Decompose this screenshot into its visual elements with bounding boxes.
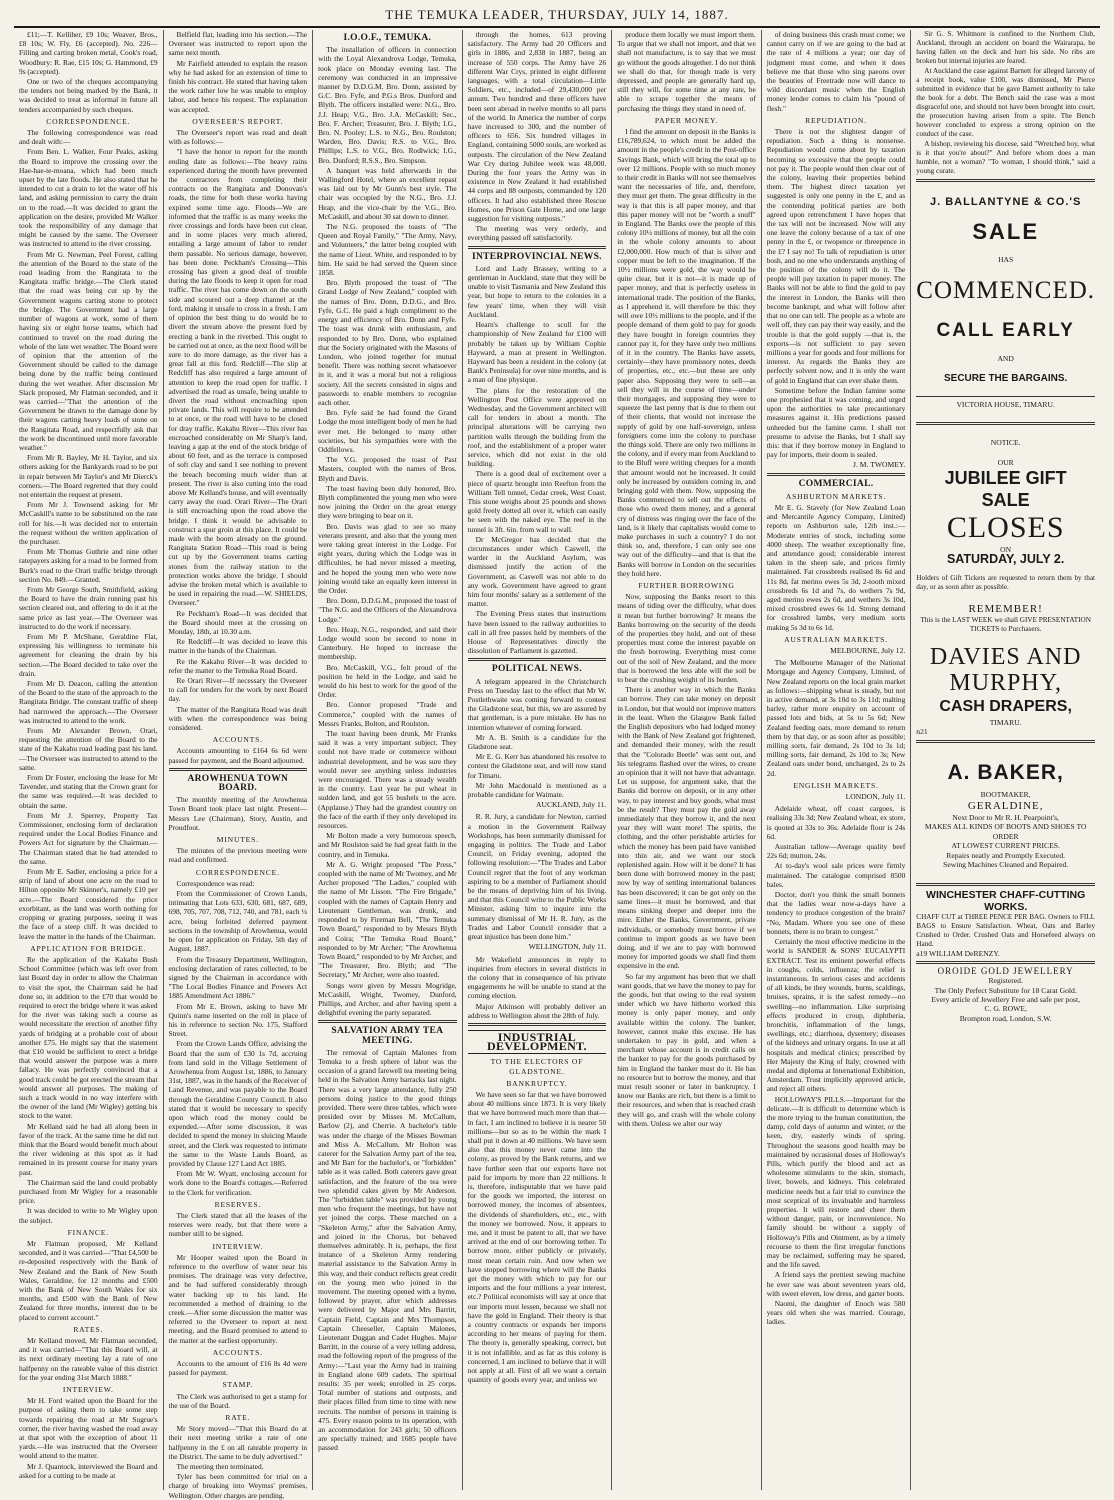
paragraph: From Mr J. Townsend asking for Mr McCaskill's name to be substituted on the rate roll for his.—It was decided not to entertain the request without the written application of the purchaser. <box>19 500 158 546</box>
subheading-electors: TO THE ELECTORS OF GLADSTONE. <box>490 1057 584 1076</box>
paragraph: The installation of officers in connection with the Loyal Alexandrova Lodge, Temuka, took place on Monday evening last. The ceremony was conducted in an impressive manner by D.D.G.M. Bro. Donn, assisted by G.C. Bro. Fyfe, and P.G.s Bros. Dunford and Blyth. The officers installed were: N.G., Bro. J.J. Heap; V.G., Bro. J.A. McCaskill; Sec., Bro. F. Archer; Treasurer, Bro. J. Blyth; I.G., Bro. N. Pooley; L.S. to N.G., Bro. Roulston; Warden, Bro. Davis; R.S. to V.G., Bro. Phillips; L.S. to V.G., Bro. Rodlwick; I.G., Bro. Dunford; R.S.S., Bro. Simpson. <box>318 45 457 165</box>
paragraph: Sir G. S. Whitmore is confined to the Northern Club, Auckland, through an accident on board the Wairarapa, he having fallen on the deck and hurt his side. No ribs are broken but internal injuries are feared. <box>916 30 1096 65</box>
column-1 <box>14 30 164 1490</box>
col3-paras2 <box>318 1048 457 1453</box>
ad-address: VICTORIA HOUSE, TIMARU. <box>956 400 1055 410</box>
heading-arowhenua-town-board: AROWHENUA TOWN BOARD. <box>187 773 289 794</box>
ad-baker-name: A. BAKER, <box>947 760 1064 784</box>
paragraph: Accounts amounting to £164 6s 6d were passed for payment, and the Board adjourned. <box>168 746 308 765</box>
col5-paras3 <box>617 592 756 1128</box>
col2-paras11 <box>169 1424 308 1500</box>
paragraph: At to-day's wool sale prices were firmly maintained. The catalogue comprised 8500 bales. <box>766 861 906 889</box>
paragraph: Belfield flat, leading into his section.—The Overseer was instructed to report upon the same next month. <box>168 30 308 58</box>
paragraph: The plans for the restoration of the Wellington Post Office were approved on Wednesday, and the Government architect will call for tenders in about a month. The principal alterations will be carrying two partition walls through the building from the roof, and the establishment of a proper water service, which did not exist in the old building. <box>467 385 607 469</box>
paragraph: Re Orari River—If necessary the Overseer to call for tenders for the work by next Board day. <box>168 676 308 704</box>
paragraph: Bro. Heap, N.G., responded, and said their Lodge would soon be second to none in Canterbury. He hoped to increase the membership. <box>318 624 457 662</box>
paragraph: From Dr Foster, enclosing the lease for Mr Tavender, and stating that the Crown grant for the same was required.—It was decided to obtain the same. <box>19 773 158 810</box>
paragraph: From Mr Alexander Brown, Orari, requesting the attention of the Board to the state of the Kakahu road leading past his land.—The Overseer was instructed to attend to the same. <box>19 726 158 772</box>
heading-rate: RATE. <box>225 1413 251 1423</box>
divider <box>468 658 607 661</box>
paragraph: We have seen so far that we have borrowed about 40 millions since 1873. It is very likely that we have borrowed much more than that—in fact, I am inclined to believe it is nearer 50 millions—but so as to be within the mark I shall put it down at 40 millions. We have seen also that this money never came into the colony, as proved by the Bank returns, and we have further seen that our exports have not paid for imports by more than 22 millions. It is, therefore, indisputable that we have paid for the goods we imported, the interest on borrowed money, the incomes of absentees, the dividends of shareholders, etc., etc., with the money we borrowed. Now, it appears to me, and it must be patent to all, that we have arrived at the end of our borrowing tether. To borrow more, either publicly or privately, must mean certain ruin. And now when we have stopped borrowing where will the Banks get the money with which to pay for our imports and the four millions a year interest, etc.? Political economists will say at once that our imports must lessen, because we shall not have the gold in England. Their theory is that a country contracts or expands her imports according to her means of paying for them. The theory is, generally speaking, correct, but it is not infallible, and as far as this colony is concerned, I am inclined to believe that it will not apply at all. First of all we want a certain quantity of goods every year, and unless we <box>467 1089 607 1385</box>
col4-paras2 <box>468 264 607 656</box>
paragraph: Major Atkinson will probably deliver an address to Wellington about the 28th of July. <box>467 1001 607 1020</box>
paragraph: The following correspondence was read and dealt with:— <box>19 128 158 147</box>
paragraph: The matter of the Rangitata Road was dealt with when the correspondence was being considered. <box>168 704 308 733</box>
paragraph: The toast having been duly honored, Bro. Blyth complimented the young men who were now joining the Order on the great energy they were bringing to bear on it. <box>318 483 457 521</box>
paragraph: Mr E. G. Stavely (for New Zealand Loan and Mercantile Agency Company, Limited) reports on Ashburton sale, 12th inst.:—Moderate entries of stock, including some 4000 sheep. The weather exceptionally fine, and attendance good; considerable interest taken in the sheep sale, and prices firmly maintained. Fat crossbreds realised 8s 6d and 11s 8d, fat merino ewes 5s 3d, 2-tooth mixed crossbreds 6s 1d and 7s, do wethers 7s 9d, aged merino ewes 2s 6d, and wethers 3s 10d, mixed crossbred ewes 6s 1d. Strong demand for crossbred lambs, very medium sorts making 5s 3d to 6s 1d. <box>766 502 906 632</box>
paragraph: There is a good deal of excitement over a piece of quartz brought into Reefton from the William Tell tunnel, Cedar creek, West Coast. This stone weighs about 25 pounds and shows gold freely dotted all over it, which can easily be seen with the naked eye. The reef in the tunnel is 3ft. 6in. from wall to wall. <box>467 469 607 534</box>
paragraph: The meeting was very orderly, and everything passed off satisfactorily. <box>467 224 607 243</box>
heading-overseers-report: OVERSEER'S REPORT. <box>192 116 284 126</box>
heading-commercial: COMMERCIAL. <box>798 478 874 489</box>
paragraph: Dr McGregor has decided that the circumstances under which Caswell, the warder in the Auckland Asylum, was dismissed justify the action of the Government, as Caswell was not able to do any work. Government have agreed to grant him four months' salary as a settlement of the matter. <box>467 534 607 609</box>
ad-timaru: TIMARU. <box>989 717 1022 727</box>
col6-paras2 <box>767 127 906 459</box>
column-2 <box>164 30 314 1500</box>
ad-next-door: Next Door to Mr R. H. Pearpoint's, <box>952 813 1059 823</box>
dateline-melbourne: MELBOURNE, July 12. <box>830 646 906 655</box>
ad-sale: SALE <box>972 219 1039 244</box>
paragraph: The toast having been drunk, Mr Franks said it was a very important subject. They could not have trade or commerce without industrial development, and he was sure they would never see anything unless industries were encouraged. There was a steady wealth in the country. Last year he put wheat in sudden land, and got 55 bushels to the acre. (Applause.) They had the grandest country on the face of the earth if they only developed its resources. <box>318 729 457 831</box>
ad-brompton: Brompton road, London, S.W. <box>959 1013 1052 1023</box>
heading-finance: FINANCE. <box>67 1227 109 1237</box>
paragraph: Bro. Davis was glad to see so many veterans present, and also that the young men were taking great interest in the Lodge. For eight years, during which the Lodge was in difficulties, he had never missed a meeting, and he hoped the young men who were now joining would take an equally keen interest in the Order. <box>318 521 457 595</box>
col1-paras4 <box>19 1239 158 1322</box>
divider <box>318 1020 457 1023</box>
col2-paras5 <box>169 846 308 864</box>
ad-substitute: The Only Perfect Substitute for 18 Carat Gold. <box>934 985 1077 995</box>
heading-rates: RATES. <box>73 1324 104 1334</box>
columns <box>14 30 1100 1500</box>
col2-paras7 <box>169 1211 308 1239</box>
ad-saturday: SATURDAY, JULY 2. <box>946 551 1065 566</box>
ad-on: ON <box>1000 545 1012 555</box>
paragraph: Re Redcliff—It was decided to leave this matter in the hands of the Chairman. <box>168 637 308 656</box>
baker-advert <box>916 746 1095 880</box>
divider <box>916 961 1095 964</box>
paragraph: Mr Kelland said he had all along been in favor of the track. At the same time he did not think that the Board would benefit much about the river widening at this spot as it had remained in its present course for many years past. <box>19 1121 158 1177</box>
col2-paras4 <box>169 795 308 832</box>
ad-commenced: COMMENCED. <box>916 277 1096 305</box>
col4-paras5 <box>468 955 607 1020</box>
ad-call-early: CALL EARLY <box>936 320 1075 342</box>
paragraph: Adelaide wheat, off coast cargoes, is realising 33s 3d; New Zealand wheat, ex store, is quoted at 33s to 36s. Adelaide flour is 24s 6d. <box>766 804 906 841</box>
paragraph: Naomi, the daughter of Enoch was 580 years old when she was married. Courage, ladies. <box>766 1299 906 1327</box>
heading-accounts: ACCOUNTS. <box>212 735 263 745</box>
col1-paras3 <box>19 955 158 1225</box>
ad-jubilee: JUBILEE GIFT <box>944 468 1067 489</box>
ad-geraldine: GERALDINE, <box>967 800 1044 813</box>
col2-paras9 <box>169 1359 308 1377</box>
paragraph: Certainly the most effective medicine in the world is SANDER & SONS' EUCALYPTI EXTRACT. Test its eminent powerful effects in coughs, colds, influenza; the relief is instantaneous. In serious cases and accidents of all kinds, be they wounds, burns, scaldings, bruises, sprains, it is the safest remedy—no swelling—no inflammation. Like surprising effects produced in croup, diphtheria, bronchitis, inflammation of the lungs, swellings, etc.; diarrhoea, dysentery; diseases of the kidneys and urinary organs. In use at all hospitals and medical clinics; prescribed by Her Majesty the King of Italy; crowned with medal and diploma at International Exhibition, Amsterdam. Trust implicitly approved article, and reject all others. <box>766 937 906 1094</box>
heading-ioof-temuka: I.O.O.F., TEMUKA. <box>343 33 432 43</box>
paragraph: From the Commissioner of Crown Lands, intimating that Lots 633, 630, 681, 687, 689, 698, 705, 707, 708, 712, 740, and 781, each ¼ acre, being forfeited deferred payment sections in the township of Arowhenua, would be open for application on Friday, 5th day of August, 1887. <box>168 889 308 954</box>
ad-sewing: Sewing Machines Cleaned and Repaired. <box>943 860 1069 870</box>
masthead <box>14 4 1100 28</box>
heading-repudiation: REPUDIATION. <box>805 115 867 125</box>
paragraph: The V.G. proposed the toast of Past Masters, coupled with the names of Bros. Blyth and Davis. <box>318 455 457 483</box>
divider <box>916 179 1095 182</box>
divider <box>468 1023 607 1026</box>
paragraph: At Auckland the case against Barnett for alleged larceny of a receipt book, value £100, was dismissed, Mr Pierce submitted in evidence that he gave Barnett authority to take the book for a debt. The Bench said the case was a most disgraceful one, and should not have been brought into court, the prosecution having arisen from a spite. The Bench however concluded to express a strong opinion on the conduct of the case. <box>916 67 1096 138</box>
paragraph: Mr Story moved—"That this Board do at their next meeting strike a rate of one halfpenny in the £ on all rateable property in the District. The same to be duly advertised." <box>168 1424 308 1461</box>
paragraph: Mr Wakefield announces in reply to inquiries from electors in several districts in the colony that in consequence of his private engagements he will be unable to stand at the coming election. <box>467 954 607 1001</box>
paragraph: produce them locally we must import them. To argue that we shall not import, and that we shall not manufacture, is to say that we must go without the goods altogether. I do not think we shall do that, for though trade is very depressed, and people are generally hard up, still they will, for some time at any rate, be able to scrape together the means of purchasing the things they stand in need of. <box>617 30 756 113</box>
paragraph: There is another way in which the Banks can borrow. They can take money on deposit in London, but that would not improve matters in the least. When the Glasgow Bank failed the English depositors who had lodged money with the Bank of New Zealand got frightened, and demanded their money, with the result that the "Colorado Beetle" was sent out, and his telegrams flashed over the wires, to create an opinion that it will not have that advantage. Let us suppose, for argument sake, that the Banks did borrow on deposit, or in any other way, to pay interest and buy goods, what must be the result? They must pay the gold away immediately that they borrow it, and the next year they will want more! The spirits, the clothing, and the other perishable articles for which the money has been paid have vanished into thin air, and we want our stock replenished again. How will it be done? It has been done with borrowed money in the past; now by way of settling international balances has been discovered; it can be got only on the same lines—it must be borrowed, and that means sinking deeper and deeper into the mire. Either the Banks, Government, private individuals, or somebody must borrow if we continue to import goods as we have been doing, and if we are to pay with borrowed money for imported goods we shall find them expensive in the end. <box>617 685 756 971</box>
ad-has: HAS <box>998 255 1014 264</box>
paragraph: A banquet was held afterwards in the Wallingford Hotel, where an excellent repast was laid out by Mr Gunn's best style. The chair was occupied by the N.G., Bro. J.J. Heap, and the vice-chair by the V.G., Bro. McCaskill, and about 30 sat down to dinner. <box>318 165 457 221</box>
paragraph: Re Peckham's Road—It was decided that the Board should meet at the crossing on Monday, 18th, at 10.30 a.m. <box>168 608 308 636</box>
paragraph: Bro. McCaskill, V.G., felt proud of the position he held in the Lodge, and said he would do his best to work for the good of the Order. <box>318 662 457 700</box>
paragraph: From Mr G. Newman, Peel Forest, calling the attention of the Board to the state of the road leading from the Rangitata to the Kangitata traffic bridge.—The Clerk stated that the road was being cut up by the Government wagons carting stone to protect the bridge. The Government had a large number of wagons at work, some of them having six or eight horse teams, which had continued to travel on the road during the whole of the late wet weather. The Board were of opinion that the attention of the Government should be called to the damage being done by the traffic being continued during the wet weather. After discussion Mr Slack proposed, Mr Flatman seconded, and it was carried—"That the attention of the Government be drawn to the damage done by their wagons carting heavy loads of stone on the Rangitata Road, and respectfully ask that the work be discontinued until more favorable weather." <box>19 249 158 452</box>
col2-paras3 <box>169 746 308 764</box>
ad-closes: CLOSES <box>946 511 1065 545</box>
paragraph: Mr Hooper waited upon the Board in reference to the overflow of water near his premises. The drainage was very defective, and he had suffered considerably through water backing up to his land. He recommended a method of draining to the creek.—After some discussion the matter was referred to the Overseer to report at next meeting, and the Board promised to attend to the matter at the earliest opportunity. <box>168 1252 308 1345</box>
ad-bootmaker: BOOTMAKER, <box>980 789 1031 799</box>
col5-paras <box>617 30 756 113</box>
divider <box>767 473 906 476</box>
paragraph: Mr Flatman proposed, Mr Kelland seconded, and it was carried—"That £4,500 be re-deposited respectively with the Bank of New Zealand and the Bank of New South Wales, Geraldine, for 12 months and £500 with the Bank of New South Wales for six months, and £500 with the Bank of New Zealand for three months, interest due to be placed to current account." <box>19 1239 158 1322</box>
paragraph: Now, supposing the Banks resort to this means of tiding over the difficulty, what does it mean but further borrowing? It means the Banks borrowing on the security of the deeds of the properties they hold, and out of these properties must come the interest payable on the fresh borrowing. Everything must come out of the soil of New Zealand, and the more that is borrowed the less able will the soil be to bear the crushing weight of its burden. <box>617 592 756 685</box>
paragraph: The removal of Captain Malones from Temuka to a fresh sphere of labor was the occasion of a grand farewell tea meeting being held in the Salvation Army barracks last night. There was a very large attendance, fully 250 persons doing justice to the good things provided. There were three tables, which were presided over by Misses M. McCallum, Barlow (2), and Cherrie. A bachelor's table was under the charge of the Misses Bowman and Miss A. McCallum. Mr Bolton was caterer for the Salvation Army part of the tea, and Mr Barr for the bachelor's, or "forbidden" table as it was called. Both caterers gave great satisfaction, and the feature of the tea were two splendid cakes given by Mr Anderson. The "forbidden table" was provided by young men who frequent the meetings, but have not yet joined the corps. These marched on a "Skeleton Army," after the Salvation Army, and joined in the Chorus, but behaved themselves admirably. It is, perhaps, the first instance of a Skeleton Army rendering material assistance to the Salvation Army in this way, and their conduct reflects great credit on the young men who joined in the movement. The meeting opened with a hymn, followed by prayer, after which addresses were delivered by Major and Mrs Barritt, Captain Field, Captain and Mrs Thompson, Captain Cheeseller, Captain Malones, Lieutenant Duggan and Cadet Hughes. Major Barritt, in the course of a very telling address, read the following report of the progress of the Army:—"Last year the Army had in training in England alone 609 cadets. The spiritual results: 35 per week; enrolled in 25 corps. Total number of stations and outposts, and their places filled from time to time with new recruits. The number of persons in training is 475. Every reason points to its operation, with an accommodation for 243 girls; 50 officers are specially trained; and 1685 people have passed <box>318 1047 457 1453</box>
paragraph: Mr Fairfield attended to explain the reason why he had asked for an extension of time to finish his contract. He stated that having taken the work rather low he was unable to employ labor, and hence his request. The explanation was accepted. <box>168 58 308 114</box>
masthead-title: THE TEMUKA LEADER, THURSDAY, JULY 14, 1887. <box>385 7 729 22</box>
winchester-advert <box>916 889 1095 958</box>
paragraph: The Overseer's report was read and dealt with as follows:— <box>168 128 308 147</box>
paragraph: The meeting then terminated. <box>176 1462 264 1472</box>
paragraph: HOLLOWAY'S PILLS.—Important for the delicate.—It is difficult to determine which is the more trying to the human constitution, the damp, cold days of autumn and winter, or the keen, dry, easterly winds of spring. Throughout the seasons good health may be maintained by occasional doses of Holloway's Pills, which purify the blood and act as wholesome stimulants to the skin, stomach, liver, bowels, and kidneys. This celebrated medicine needs but a fair trial to convince the most sceptical of its invaluable and harmless properties. It will restore and cheer them without danger, pain, or inconvenience. No family should be without a supply of Holloway's Pills and Ointment, as by a timely recourse to them the first irregular functions may be reclaimed, suffering may be spared, and the life saved. <box>766 1094 906 1270</box>
paragraph: Lord and Lady Brassey, writing to a gentleman in Auckland, state that they will be unable to visit Tasmania and New Zealand this year, but hope to return to the colonies in a few years' time, when they will visit Auckland. <box>467 263 607 319</box>
heading-interview: INTERVIEW. <box>62 1385 114 1395</box>
divider <box>468 246 607 249</box>
ad-gift-sale: SALE <box>981 490 1030 511</box>
paragraph: A telegram appeared in the Christchurch Press on Tuesday last to the effect that Mr W. Postlethwaite was coming forward to contest the Gladstone seat, but this, we are assured by that gentleman, is a pure mistake. He has no intention whatever of coming forward. <box>467 676 607 732</box>
col1-paras2 <box>19 128 158 941</box>
paragraph: From Ben. L. Walker, Four Peaks, asking the Board to improve the crossing over the Hae-hae-te-moana, which had been much upset by the late floods. He also stated that he intended to cut a drain to let the water off his land, and asking permission to carry the drain on to the road.—It was decided to grant the application on the desire, provided Mr Walker took the responsibility of any damage that might be caused by the same. The Overseer was instructed to attend to the river crossing. <box>19 147 158 249</box>
paragraph: Correspondence was read: <box>176 878 255 888</box>
heading-bankruptcy: BANKRUPTCY. <box>506 1078 568 1088</box>
paragraph: Mr John Macdonald is mentioned as a probable candidate for Waimate. <box>467 780 607 800</box>
paragraph: It was decided to write to Mr Wigley upon the subject. <box>19 1206 158 1225</box>
ad-our: OUR <box>997 457 1014 467</box>
col4-paras3 <box>468 677 607 800</box>
paragraph: Bro. Connor proposed "Trade and Commerce," coupled with the names of Messrs Franks, Bolton, and Roulston. <box>318 700 457 728</box>
oroide-advert <box>916 967 1095 1023</box>
paragraph: A friend says the prettiest sewing machine he ever saw was about seventeen years old, with sweet eleven, low dress, and garter boots. <box>766 1270 906 1298</box>
heading-reserves: RESERVES. <box>214 1199 262 1209</box>
paragraph: From Mr P. McShane, Geraldine Flat, expressing his willingness to terminate his agreement for cleaning the drain by his section.—The Board decided to take over the drain. <box>19 632 158 678</box>
paragraph: through the homes, 613 proving satisfactory. The Army had 20 Officers and girls in 1886, and 2,838 in 1887, being an increase of 550 corps. The Army have 26 different War Crys, printed in eight different languages, with a total circulation—Little Soldiers, etc., included—of 29,430,000 per annum. Two hundred and three officers have been sent abroad in twelve months to all parts of the world. In America the number of corps have increased to 300, and the number of officers to 656. Six hundred villages in England, containing 5000 souls, are worked as outposts. The circulation of the New Zealand War Cry during Jubilee week was 48,000. During the four years the Army was in existence in New Zealand it had established 44 corps and 88 outposts, commanded by 120 officers. It had also established three Rescue Homes, one Prison Gate Home, and one large suggestion for visiting outposts." <box>467 30 607 224</box>
col7-paras <box>916 30 1095 176</box>
paragraph: Australian tallow—Average quality beef 22s 6d; mutton, 24s. <box>766 842 906 861</box>
paragraph: Mr H. Ford waited upon the Board for the purpose of asking them to take some step towards repairing the road at Mr Sugrue's corner, the river having washed the road away at that spot with the exception of about 11 yards.—He was instructed that the Overseer would attend to the matter. <box>19 1396 158 1461</box>
paragraph: of doing business this crash must come; we cannot carry on if we are going to the bad at the rate of 4 millions a year; our day of judgment must come, and when it does believe me that those who sing paeons over the beauties of Freetrade now will dance to wild discordant music when the English money lender comes to claim his "pound of flesh." <box>766 30 906 113</box>
paragraph: Mr E. G. Kerr has abandoned his resolve to contest the Gladstone seat, and will now stand for Timaru. <box>467 752 607 780</box>
col6-paras <box>767 30 906 113</box>
ad-and: AND <box>997 354 1014 364</box>
col2-paras8 <box>169 1253 308 1345</box>
paragraph: The Chairman said the land could probably purchased from Mr Wigley for a reasonable price. <box>19 1177 158 1206</box>
dateline-auckland: AUCKLAND, July 11. <box>536 800 607 810</box>
ad-winchester-title: WINCHESTER CHAFF-CUTTING WORKS. <box>926 888 1086 913</box>
col1-paras6 <box>19 1396 158 1480</box>
column-3 <box>313 30 463 1490</box>
ad-every-article: Every article of Jewellery Free and safe per post, <box>931 994 1080 1004</box>
column-6 <box>762 30 912 1490</box>
col2-paras2 <box>169 128 308 732</box>
col2-paras10 <box>169 1392 308 1410</box>
paragraph: From Mr Thomas Guthrie and nine other ratepayers asking for a road to be formed from Burk's road to the Orari traffic bridge through section No. 849.—Granted. <box>19 547 158 584</box>
col4-paras <box>468 30 607 243</box>
heading-minutes: MINUTES. <box>216 835 259 845</box>
paragraph: Mr A. B. Smith is a candidate for the Gladstone seat. <box>467 732 607 752</box>
paragraph: Hearn's challenge to scull for the championship of New Zealand for £100 will probably be taken up by William Cophie Hayward, a man at present in Wellington. Hayward has been a resident in the colony (at Bank's Peninsula) for over nine months, and is a man of fine physique. <box>467 320 607 385</box>
divider <box>916 422 1095 425</box>
paragraph: From Mr E. Brown, asking to have Mr Quinn's name inserted on the roll in place of his in reference to section No. 175, Stafford Street. <box>168 1001 308 1039</box>
paragraph: The Clerk was authorised to get a stamp for the use of the Board. <box>168 1391 308 1410</box>
author-signature: J. M. TWOMEY. <box>853 460 906 470</box>
ad-makes: MAKES ALL KINDS OF BOOTS AND SHOES TO ORDER <box>924 822 1087 841</box>
paragraph: From Mr W. Wyatt, enclosing account for work done to the Board's cottages.—Referred to the Clerk for verification. <box>168 1169 308 1197</box>
paragraph: Mr J. Quantock, interviewed the Board and asked for a cutting to be made at <box>19 1461 158 1480</box>
ad-last-week: This is the LAST WEEK we shall GIVE PRESENTATION TICKETS to Purchasers. <box>920 615 1091 633</box>
paragraph: From the Treasury Department, Wellington, enclosing declaration of rates collected, to be signed by the Chairman in accordance with "The Local Bodies Finance and Powers Act 1885 Amendment Act 1886." <box>168 954 308 1001</box>
paragraph: Re the application of the Kakahu Bush School Committee (which was left over from last Board day in order to allow the Chairman to visit the spot, the Chairman said he had done so, in addition to the £70 that would be required to erect the bridge where it was asked for the river was taking such a course as would necessitate the erection of another fifty yards of bridging at a probable cost of about another £75. He might say that the statement that £10 would be sufficient to erect a bridge that would answer the purpose was a mere fallacy. He was perfectly convinced that a good track could be got erected the stream that would answer all purposes. The making of such a track would in no way interfere with the owner of the land (Mr Wigley) getting his stock to the water. <box>19 954 158 1121</box>
heading-interprovincial-news: INTERPROVINCIAL NEWS. <box>472 251 602 262</box>
paragraph: One or two of the cheques accompanying the tenders not being marked by the Bank, it was decided to treat as informal in future all tenders accompanied by such cheques. <box>19 77 158 114</box>
paragraph: Mr A. G. Wright proposed "The Press," coupled with the name of Mr Twomey, and Mr Archer proposed "The Ladies," coupled with the name of Mr Lisson. "The Fire Brigade," coupled with the names of Captain Henry and Lieutenant Gentleman, was drunk, and responded to by Fireman Bell, "The Temuka Town Board," responded to by Messrs Blyth and Coira; "The Temuka Road Board," responded to by Mr Archer; "The Arowhenua Town Board," responded to by Mr Archer, and "The Treasurer, Bro. Blyth; and "The Secretary," Mr Archer, were also toasted. <box>318 859 457 980</box>
paragraph: Re the Kakahu River—It was decided to refer the matter to the Temuka Road Board. <box>168 656 308 675</box>
heading-correspondence: CORRESPONDENCE. <box>46 116 131 126</box>
paragraph: Accounts to the amount of £16 8s 4d were passed for payment. <box>168 1359 308 1378</box>
ad-cash-drapers: CASH DRAPERS, <box>939 697 1072 715</box>
ad-secure: SECURE THE BARGAINS. <box>943 372 1068 384</box>
ad-oroide-title: OROIDE GOLD JEWELLERY <box>937 965 1074 976</box>
paragraph: Bro. Blyth proposed the toast of "The Grand Lodge of New Zealand," coupled with the names of Bro. Donn, D.D.G., and Bro. Fyfe, G.C. He paid a high compliment to the energy and efficiency of Bro. Donn and Fyfe. The toast was drunk with enthusiasm, and responded to by Bro. Donn, who explained that the Society originated with the Masons of London, who joined together for mutual benefit. There was nothing secret whatsoever in it, and it was a moral but not a religious society. All the secrets consisted in signs and passwords to enable members to recognise each other. <box>318 278 457 407</box>
paragraph: A bishop, reviewing his diocese, said "Wretched boy, what is it that you're about?" And before whom does a man humble, not a woman? "To woman, I should think," said a young curate. <box>916 140 1096 175</box>
divider <box>916 883 1095 886</box>
ballantyne-advert <box>916 185 1095 419</box>
col4-paras6 <box>468 1090 607 1385</box>
divider <box>169 768 308 771</box>
paragraph: Bro. Fyfe said he had found the Grand Lodge the most intelligent body of men he had ever met. He belonged to many other societies, but his sympathies were with the Oddfellows. <box>318 408 457 454</box>
ad-chaff-text: CHAFF CUT at THREE PENCE PER BAG. Owners to FILL BAGS to Ensure Satisfaction. Wheat, Oats and Barley Crushed to Order. Crushed Oats and Horsefeed always on Hand. <box>916 912 1096 948</box>
heading-correspondence-2: CORRESPONDENCE. <box>195 867 280 877</box>
paragraph: From Mr E. Sadler, enclosing a price for a strip of land of about one acre on the road to Hilton opposite Mr Skinner's, namely £10 per acre.—The Board considered the price exorbitant, as the land was worth nothing for cropping or grazing purposes, seeing it was the face of a steep cliff. It was decided to leave the matter in the hands of the Chairman. <box>19 867 158 941</box>
paragraph: The monthly meeting of the Arowhenua Town Board took place last night. Present—Messrs Lee (Chairman), Story, Austin, and Proudfoot. <box>168 795 308 832</box>
col2-paras6 <box>169 879 308 1197</box>
divider <box>916 740 1095 743</box>
paragraph: So far my argument has been that we shall want goods, that we have the money to pay for the goods, but that owing to the real system under which we have hitherto worked this money is only paper money, and only available within the colony. The banker, however, cannot make this excuse. He has undertaken to pay in gold, and when a merchant whose account is in credit calls on the banker to pay for the goods purchased by him in England the banker must do it. He has no resource but to borrow the money, and that must result sooner or later in bankruptcy. I know our Banks are rich, but there is a limit to their resources, and when that is reached crash they will go, and crash will the whole colony with them. Unless we alter our way <box>617 971 756 1128</box>
col1-paras <box>19 30 158 114</box>
paragraph: I find the amount on deposit in the Banks is £16,789,624, to which must be added the amount in the people's credit in the Post-office Savings Bank, which will bring the total up to over 12 millions. People with so much money to their credit in Banks will not see themselves want the necessaries of life, and, therefore, they must get them. The great difficulty in the way is that this is all paper money, and that this paper money will not be "worth a snuff" in England. The Banks owe the people of this colony 10½ millions of money, but all the coin in the whole colony amounts to about £2,000,000. How much of that is silver and copper must be left to the imagination. If the 10½ millions were gold, the way would be quite clear, but it is not—it is made up of paper money, and that is perfectly useless in international trade. The position of the Banks, as I apprehend it, will therefore be this: they will owe 10½ millions to the people, and if the people demand of them gold to pay for goods they have bought in foreign countries they cannot pay it, for they have only two millions of it in the country. The Banks have assets, certainly—they have promissory notes, deeds of properties, etc., etc.—but these are only paper also. Supposing they were to sell—as sell they will in the course of time—under their mortgages, and supposing they were to squeeze the last penny that is due to them out of their clients, that would not increase the supply of gold by one half-sovereign, unless foreigners come into the colony to purchase the things sold. There are only two millions in the colony, and if every man from Auckland to to the Bluff were writing cheques for a month that amount would not be increased. It could only be increased by outsiders coming in, and bringing gold with them. Now, supposing the Banks commenced to sell out the effects of those who owed them money, and a general cry of distress was ringing over the face of the land, is it likely that capitalists would come to make purchases in such a country? I do not think so, and, therefore, I can only see one way out of the difficulty—and that is that the Banks will borrow in London on the securities they hold here. <box>617 127 756 578</box>
col3-paras <box>318 45 457 1017</box>
col6-paras4 <box>767 658 906 778</box>
paragraph: From Mr R. Bayley, Mr H. Taylor, and six others asking for the Bankyards road to be put in repair between Mr Taylor's and Mr Dierck's corners.—The Board regretted that they could not entertain the request at present. <box>19 453 158 499</box>
paragraph: From Mr D. Deacon, calling the attention of the Board to the state of the approach to the Rangitata Bridge. The constant traffic of sheep had narrowed the approach.—The Overseer was instructed to attend to the work. <box>19 679 158 725</box>
heading-application-for-bridge: APPLICATION FOR BRIDGE. <box>30 943 147 953</box>
col6-paras5 <box>767 804 906 1326</box>
paragraph: From Mr J. Sperrey, Property Tax Commissioner, enclosing form of declaration required under the Local Bodies Finance and Powers Act for signature by the Chairman.—The Chairman stated that he had attended to the same. <box>19 810 158 866</box>
paragraph: From Mr George South, Smithfield, asking the Board to have the drain running past his section cleared out, and offering to do it at the same price as last year.—The Overseer was instructed to do the work if necessary. <box>19 584 158 631</box>
paragraph: Mr Kelland moved, Mr Flatman seconded, and it was carried—"That this Board will, at its next ordinary meeting lay a rate of one halfpenny on the rateable value of this district for the year ending 31st March 1888." <box>19 1336 158 1382</box>
ad-davies: DAVIES AND <box>929 643 1082 670</box>
paragraph: Mr Bolton made a very humorous speech, and Mr Roulston said he had great faith in the country, and in Temuka. <box>318 831 457 859</box>
ad-advertiser: J. BALLANTYNE & CO.'S <box>929 196 1082 208</box>
ad-registered: Registered. <box>988 976 1023 986</box>
heading-interview-2: INTERVIEW. <box>212 1241 264 1251</box>
ad-code: n21 <box>916 727 928 737</box>
paragraph: Tyler has been committed for trial on a charge of breaking into Weymss' premises, Wellington. Other charges are pending. <box>168 1472 308 1500</box>
paragraph: Bro. Donn, D.D.G.M., proposed the toast of "The N.G. and the Officers of the Alexandrova Lodge." <box>318 596 457 624</box>
paragraph: There is not the slightest danger of repudiation. Such a thing is nonsense. Repudiation would come about by taxation becoming so excessive that the people could not pay it. The people would then clear out of the colony, leaving their properties behind them. The highest direct taxation yet suggested is only one penny in the £, and as the contending political parties are both agreed upon retrenchment I have hopes that the tax will not be increased. Now will any one leave the colony because of a tax of one penny in the £, or twopence or threepence in the £? I say no! To talk of repudiation is utter bosh, and no one who understands anything of the position of the colony will do it. The people will pay taxation in paper money. The Banks will not be able to find the gold to pay the interest in London, the Banks will then become bankrupt, and what will follow after that no one can tell. The people as a whole are well off, they can pay their way easily, and the trouble is that the gold supply —that is, the exports—is not sufficient to pay seven millions a year for goods and four millions for interest. As regards the Banks they are perfectly solvent now, and it is only the want of gold in England that can ever shake them. <box>766 127 906 385</box>
paragraph: The N.G. proposed the toasts of "The Queen and Royal Family," "The Army, Navy, and Volunteers," the latter being coupled with the name of Lieut. White, and responded to by him. He said he had served the Queen since 1858. <box>318 222 457 278</box>
ad-remember: REMEMBER! <box>968 602 1043 615</box>
heading-stamp: STAMP. <box>222 1380 254 1390</box>
ad-murphy: MURPHY, <box>949 669 1062 696</box>
davies-murphy-advert <box>916 428 1095 736</box>
paragraph: The minutes of the previous meeting were read and confirmed. <box>168 846 308 865</box>
dateline-wellington: WELLINGTON, July 11. <box>528 942 607 952</box>
paragraph: The Clerk stated that all the leases of the reserves were ready, but that there were a number still to be signed. <box>168 1210 308 1239</box>
ad-repairs: Repairs neatly and Promptly Executed. <box>946 850 1066 860</box>
heading-australian-markets: AUSTRALIAN MARKETS. <box>784 634 888 644</box>
heading-ashburton-markets: ASHBURTON MARKETS. <box>785 491 887 501</box>
heading-accounts-2: ACCOUNTS. <box>212 1347 263 1357</box>
ad-notice: NOTICE. <box>990 438 1021 448</box>
col5-paras2 <box>617 127 756 578</box>
column-5 <box>612 30 762 1490</box>
paragraph: R. R. Jury, a candidate for Newton, carried a motion in the Government Railway Workshops, has been summarily dismissed for engaging in politics. The Trade and Labor Council, on Friday evening, adopted the following resolution:—"The Trades and Labor Council regret that the foot of any workman aspiring to be a member of Parliament should be the means of depriving him of his living, and that this Council write to the Public Works Minister, asking him to inquire into the summary dismissal of Mr H. R. Jury, as the Trades and Labor Council consider that a great injustice has been done him." <box>467 812 607 942</box>
paragraph: Doctor, don't you think the small bonnets that the ladies wear now-a-days have a tendency to produce congestion of the brain? "No, Madam. Where you see one of these bonnets, there is no brain to congest." <box>766 890 906 936</box>
heading-further-borrowing: FURTHER BORROWING <box>638 580 735 590</box>
column-7-ads <box>911 30 1100 1490</box>
ad-derenzy: a19 WILLIAM DeRENZY. <box>916 948 1000 958</box>
heading-salvation-army-tea: SALVATION ARMY TEA MEETING. <box>331 1026 444 1046</box>
paragraph: The Evening Press states that instructions have been issued to the railway authorities to call in all free passes held by members of the House of Representatives directly the dissolution of Parliament is gazetted. <box>467 609 607 656</box>
dateline-london: LONDON, July 11. <box>845 792 906 802</box>
paragraph: The Melbourne Manager of the National Mortgage and Agency Company, Limited, of New Zealand reports on the local grain market as follows:—shipping wheat is steady, but not in active demand, at 3s 10d to 3s 11d; malting barley, rather more enquiry on account of passed lots and bids, at 5s to 5s 6d; New Zealand feeding oats, more demand to return them by that day, or as soon after as possible; milling sorts, fair demand, 2s 10d to 3s 1d; milling sorts, fair demand, 2s 10d to 3s; New Zealand oats under bond, unchanged, 2s to 2s 2d. <box>766 658 906 778</box>
ad-holders-text: Holders of Gift Tickets are requested to return them by that day, or as soon after as possible. <box>916 573 1096 591</box>
paragraph: Sometime before the Indian famine some one prophesied that it was coming, and urged upon the authorities to take precautionary measures against it. His predictions passed unheeded but the famine came. I shall not presume to advise the Banks, but I shall say this: that if they borrow money in England to pay for imports, their doom is sealed. <box>766 385 906 460</box>
col2-paras <box>169 30 308 114</box>
heading-english-markets: ENGLISH MARKETS. <box>793 780 879 790</box>
col4-paras4 <box>468 812 607 941</box>
col1-paras5 <box>19 1336 158 1382</box>
heading-political-news: POLITICAL NEWS. <box>491 664 582 675</box>
paragraph: Songs were given by Messrs Mogridge, McCaskill, Wright, Twomey, Dunford, Phillips, and Archer, and after having spent a delightful evening the party separated. <box>318 980 457 1018</box>
col6-paras3 <box>767 503 906 632</box>
paragraph: From the Crown Lands Office, advising the Board that the sum of £30 1s 7d, accruing from land sold in the Village Settlement of Arowhenua from August 1st, 1886, to January 31st, 1887, was in the hands of the Receiver of Land Revenue, and was payable to the Board through the Geraldine County Council. It also stated that it would be necessary to specify upon which road the money could be expended.—After some discussion, it was decided to spend the money in sluicing Maude street, and the Clerk was requested to intimate the same to the Waste Lands Board, as provided by Clause 127 Land Act 1885. <box>168 1039 308 1168</box>
heading-paper-money: PAPER MONEY. <box>654 115 719 125</box>
ad-rowe: C. G. ROWE, <box>984 1004 1027 1014</box>
paragraph: "I have the honor to report for the month ending date as follows:—The heavy rains experienced during the month have prevented the contractors from completing their contracts on the Rangitata and Donovan's roads, the time for both these works having expired some time ago. Floods—We are informed that the traffic is as many weeks the river crossings and fords have been cut clear, and in some places very much altered, entailing a large amount of labor to render them passable. No serious damage, however, has been done. Peckham's Crossing—This crossing has given a good deal of trouble during the late floods to keep it open for road traffic. The river has come down on the south side and scoured out a deep channel at the ford, making it unsafe to cross in a fresh. I am of opinion the best thing to do would be to divert the stream above the present ford by erecting a bank in the riverbed. This ought to be carried out at once, as the next flood will be sure to do more damage, as the river has a great fall at this ford. Redcliff—The slip at Redcliff has also required a large amount of attention to keep the road open for traffic. I advertised the road as unsafe, being unable to divert the road without encroaching upon private lands. This will require to be attended to at once, or the road will have to be closed for dray traffic. Kakahu River—This river has encroached considerably on Mr Sharp's land, leaving a gap at the end of the stock bridge of about 60 feet, and as the terrace is composed of soft clay and sand I see nothing to prevent the breach becoming much wider than at present. The river is also cutting into the road above Mr Kelland's house, and will eventually carry away the road. Orari River—The Orari is still encroaching upon the road above the bridge. I think it would be advisable to construct a spur groin at this place. It could be made with the boom already on the ground. Rangitata Station Road—This road is being cut up by the Government teams carting stones from the railway station to the protection works above the bridge. I should advise the broken metal which is available to be used in repairing the road.—W. SHIELDS, Overseer." <box>168 147 308 608</box>
ad-prices: AT LOWEST CURRENT PRICES. <box>951 841 1060 851</box>
heading-industrial-development: INDUSTRIAL DEVELOPMENT. <box>468 1030 607 1054</box>
paragraph: £11;—T. Kelliher, £9 10s; Weaver, Bros., £8 10s; W. Fly, £6 (accepted). No. 226—Filling and carting broken metal, Cook's road, Woodbury: R. Rae, £15 10s; G. Hammond, £9 9s (accepted). <box>19 30 158 76</box>
column-4 <box>463 30 613 1490</box>
